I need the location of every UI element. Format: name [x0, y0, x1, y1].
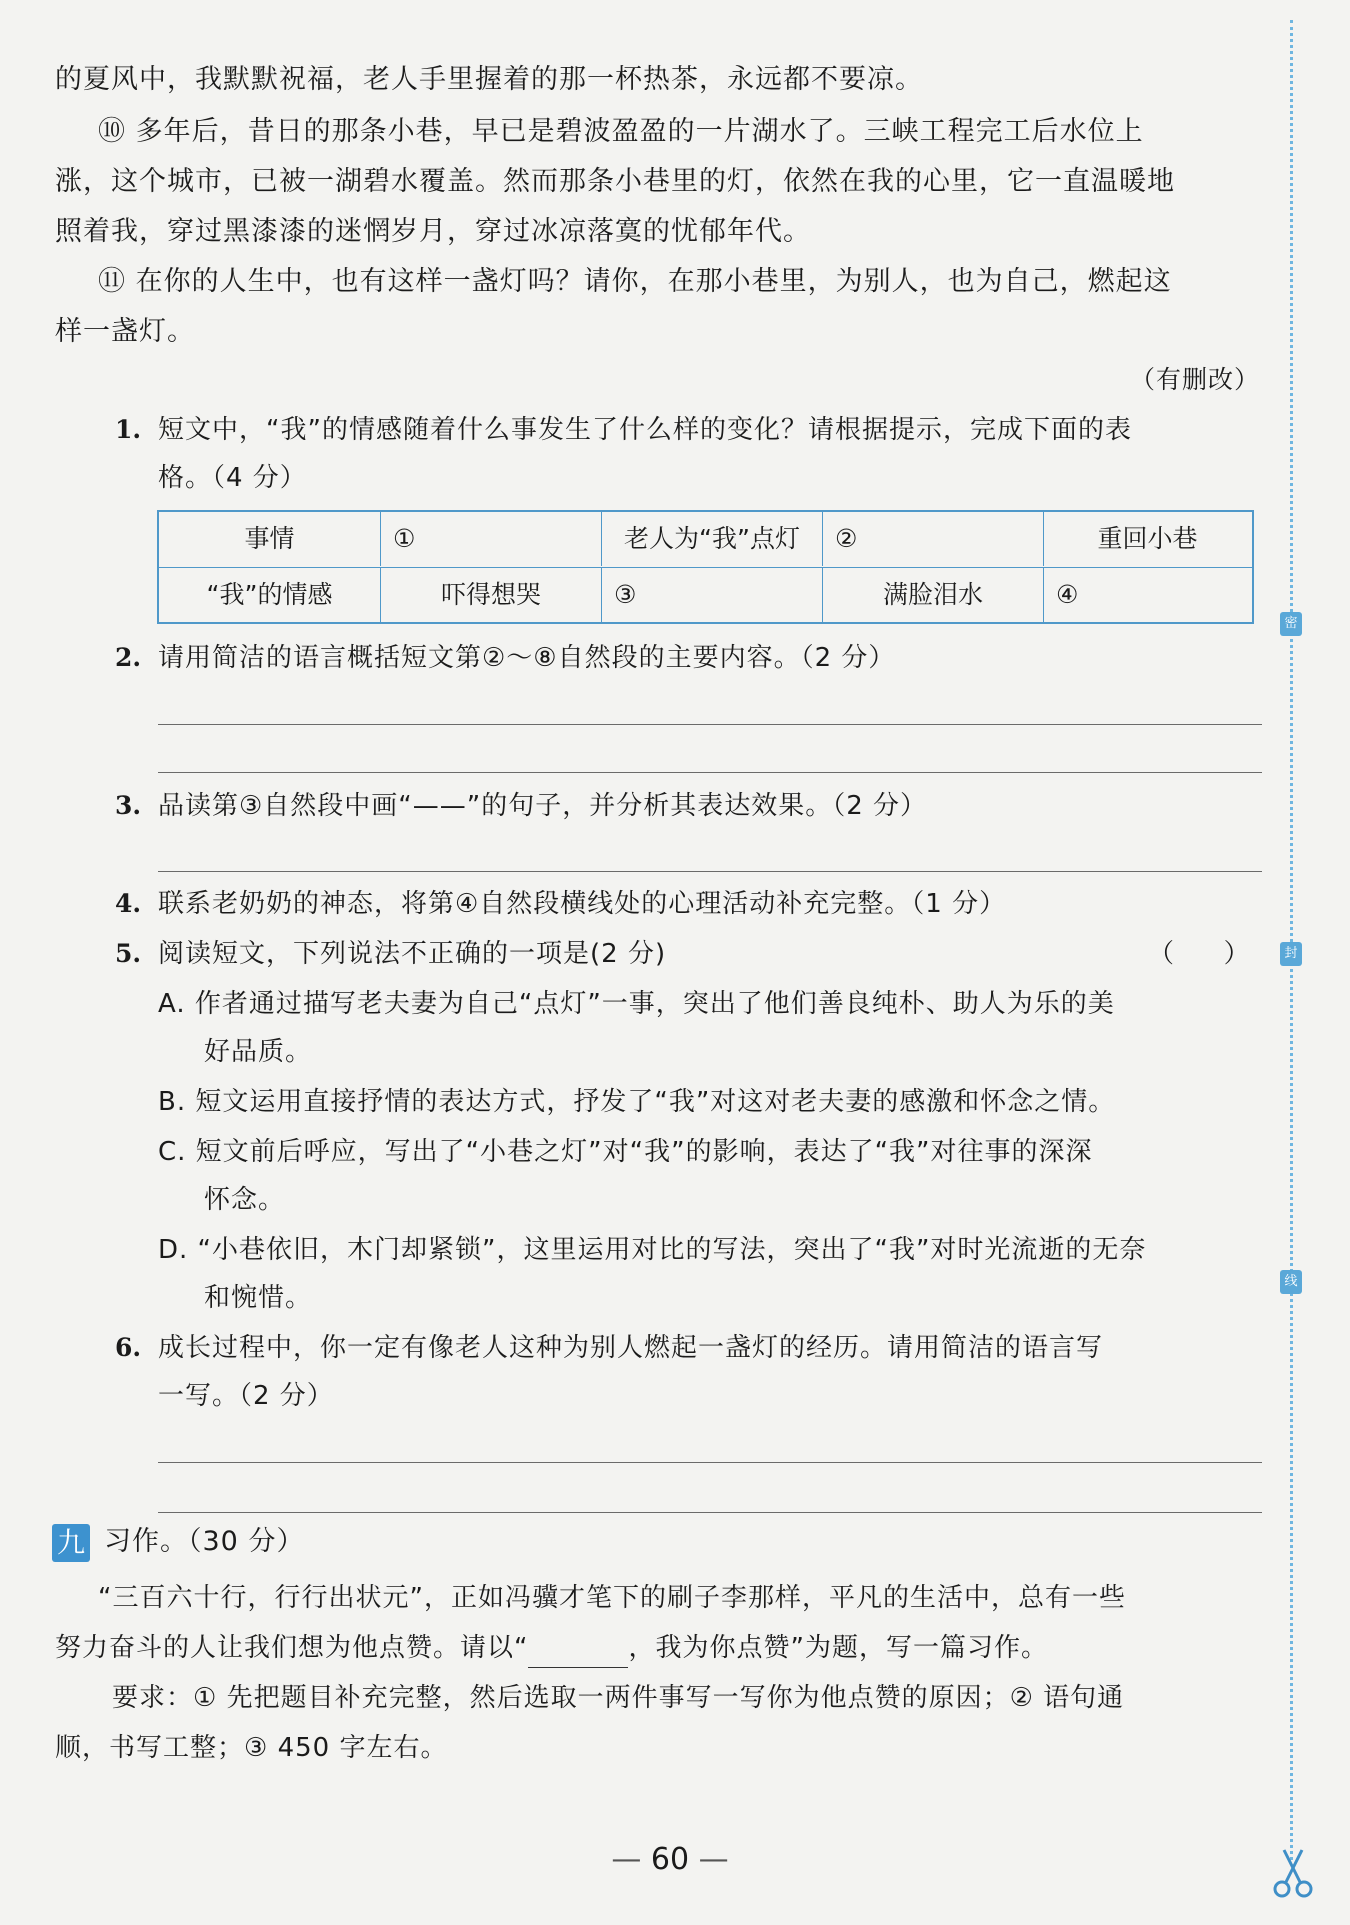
prompt-line — [55, 1628, 1048, 1668]
option-a: A. 作者通过描写老夫妻为自己“点灯”一事，突出了他们善良纯朴、助人为乐的美 — [158, 989, 1115, 1019]
passage-line: ⑪ 在你的人生中，也有这样一盏灯吗？请你，在那小巷里，为别人，也为自己，燃起这 — [98, 266, 1172, 297]
option-d: D. “小巷依旧，木门却紧锁”，这里运用对比的写法，突出了“我”对时光流逝的无奈 — [158, 1235, 1147, 1265]
question-number: 2. — [115, 643, 142, 672]
question-text: 联系老奶奶的神态，将第④自然段横线处的心理活动补充完整。（1 分） — [158, 889, 1007, 919]
title-blank[interactable] — [528, 1639, 628, 1668]
answer-line[interactable] — [158, 1462, 1262, 1463]
question-text: 一写。（2 分） — [158, 1381, 334, 1411]
prompt-line: “三百六十行，行行出状元”，正如冯骥才笔下的刷子李那样，平凡的生活中，总有一些 — [98, 1583, 1126, 1613]
question-text: 格。（4 分） — [158, 463, 307, 493]
answer-line[interactable] — [158, 1512, 1262, 1513]
prompt-text: 努力奋斗的人让我们想为他点赞。请以“ — [55, 1633, 529, 1663]
prompt-text: ，我为你点赞”为题，写一篇习作。 — [628, 1633, 1048, 1663]
answer-line[interactable] — [158, 724, 1262, 725]
question-text: 短文中，“我”的情感随着什么事发生了什么样的变化？请根据提示，完成下面的表 — [158, 415, 1132, 445]
question-number: 6. — [115, 1333, 142, 1362]
question-text: 阅读短文，下列说法不正确的一项是(2 分) — [158, 939, 667, 969]
passage-line: 的夏风中，我默默祝福，老人手里握着的那一杯热茶，永远都不要凉。 — [55, 64, 923, 95]
table-cell: ④ — [1056, 580, 1079, 609]
page-number: — 60 — — [611, 1842, 729, 1877]
passage-line: ⑩ 多年后，昔日的那条小巷，早已是碧波盈盈的一片湖水了。三峡工程完工后水位上 — [98, 116, 1144, 147]
option-b: B. 短文运用直接抒情的表达方式，抒发了“我”对这对老夫妻的感激和怀念之情。 — [158, 1087, 1116, 1117]
emotion-table — [157, 510, 1254, 624]
binding-tab: 封 — [1280, 942, 1302, 966]
question-number: 5. — [115, 939, 142, 968]
option-c: C. 短文前后呼应，写出了“小巷之灯”对“我”的影响，表达了“我”对往事的深深 — [158, 1137, 1093, 1167]
passage-line: 照着我，穿过黑漆漆的迷惘岁月，穿过冰凉落寞的忧郁年代。 — [55, 216, 811, 247]
table-cell: ② — [823, 512, 1044, 566]
table-cell: ① — [381, 512, 602, 566]
option-d: 和惋惜。 — [204, 1283, 313, 1313]
cut-line — [1290, 20, 1293, 1860]
table-cell: ③ — [602, 568, 823, 622]
question-number: 3. — [115, 791, 142, 820]
table-cell: “我”的情感 — [159, 568, 381, 622]
binding-tab: 密 — [1280, 612, 1302, 636]
option-c: 怀念。 — [204, 1185, 286, 1215]
binding-tab: 线 — [1280, 1270, 1302, 1294]
section-badge: 九 — [52, 1524, 90, 1562]
scissors-icon — [1270, 1848, 1316, 1900]
question-text: 成长过程中，你一定有像老人这种为别人燃起一盏灯的经历。请用简洁的语言写 — [158, 1333, 1104, 1363]
question-number: 1. — [115, 415, 142, 444]
answer-line[interactable] — [158, 871, 1262, 872]
table-cell: 事情 — [159, 512, 381, 566]
passage-line: 样一盏灯。 — [55, 316, 195, 347]
option-a: 好品质。 — [204, 1037, 313, 1067]
answer-parentheses[interactable]: （ ） — [1148, 939, 1250, 969]
question-text: 请用简洁的语言概括短文第②～⑧自然段的主要内容。（2 分） — [158, 643, 896, 673]
requirement-line: 要求：① 先把题目补充完整，然后选取一两件事写一写你为他点赞的原因；② 语句通 — [112, 1683, 1125, 1713]
section-title: 习作。（30 分） — [104, 1526, 305, 1557]
table-cell: 满脸泪水 — [823, 568, 1044, 622]
question-number: 4. — [115, 889, 142, 918]
source-note: （有删改） — [1130, 365, 1261, 394]
page-number-value: 60 — [650, 1842, 690, 1877]
question-text: 品读第③自然段中画“——”的句子，并分析其表达效果。（2 分） — [158, 791, 928, 821]
answer-line[interactable] — [158, 772, 1262, 773]
table-cell: 重回小巷 — [1097, 524, 1198, 553]
passage-line: 涨，这个城市，已被一湖碧水覆盖。然而那条小巷里的灯，依然在我的心里，它一直温暖地 — [55, 166, 1175, 197]
requirement-line: 顺，书写工整；③ 450 字左右。 — [55, 1733, 448, 1763]
table-cell: 老人为“我”点灯 — [602, 512, 823, 566]
table-cell: 吓得想哭 — [381, 568, 602, 622]
